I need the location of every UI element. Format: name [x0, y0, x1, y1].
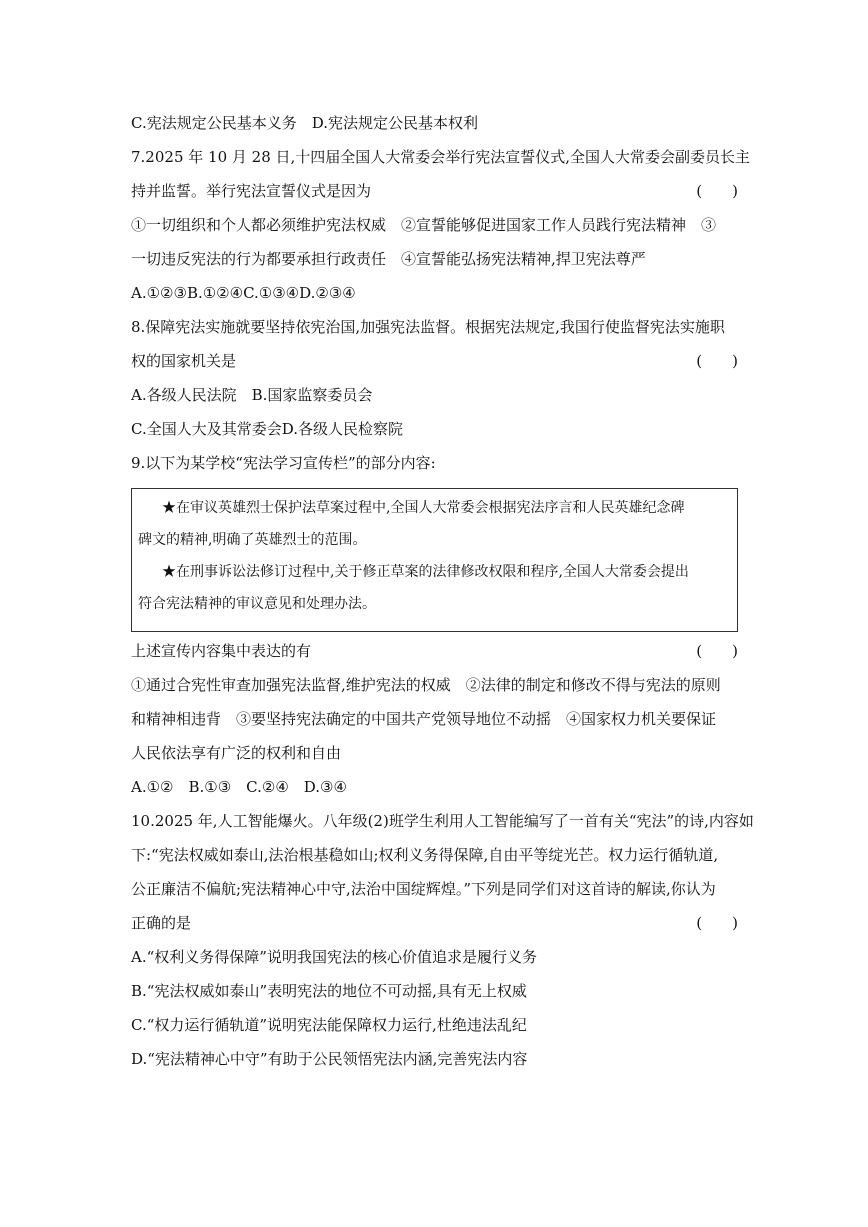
bulletin-text: ★在刑事诉讼法修订过程中,关于修正草案的法律修改权限和程序,全国人大常委会提出	[162, 564, 689, 580]
statement-text: ①通过合宪性审查加强宪法监督,维护宪法的权威 ②法律的制定和修改不得与宪法的原则	[131, 676, 721, 694]
q9-statements-line-3	[131, 742, 738, 776]
question-text: 上述宣传内容集中表达的有	[131, 642, 312, 660]
q10-stem-line-4	[131, 912, 738, 946]
q9-statements-line-1	[131, 674, 738, 708]
statement-text: 和精神相违背 ③要坚持宪法确定的中国共产党领导地位不动摇 ④国家权力机关要保证	[131, 710, 717, 728]
q9-options	[131, 776, 738, 810]
q10-option-d	[131, 1048, 738, 1082]
option-text: A.①②③B.①②④C.①③④D.②③④	[131, 284, 356, 302]
q10-option-a	[131, 946, 738, 980]
bulletin-item-1-line-2	[138, 529, 731, 561]
answer-paren: ( )	[696, 182, 738, 200]
question-text: 9.以下为某学校“宪法学习宣传栏”的部分内容:	[131, 454, 436, 472]
question-text: 持并监誓。举行宪法宣誓仪式是因为	[131, 182, 372, 200]
q7-stem-line-2	[131, 180, 738, 214]
option-text: C.“权力运行循轨道”说明宪法能保障权力运行,杜绝违法乱纪	[131, 1016, 527, 1034]
q10-stem-line-2	[131, 844, 738, 878]
answer-paren: ( )	[696, 914, 738, 932]
bulletin-item-2-line-1	[138, 561, 731, 593]
question-text: 正确的是	[131, 914, 192, 932]
statement-text: ①一切组织和个人都必须维护宪法权威 ②宣誓能够促进国家工作人员践行宪法精神 ③	[131, 216, 717, 234]
option-text: A.①② B.①③ C.②④ D.③④	[131, 778, 347, 796]
option-text: A.各级人民法院 B.国家监察委员会	[131, 386, 373, 404]
bulletin-text: 符合宪法精神的审议意见和处理办法。	[138, 596, 376, 612]
bulletin-text: 碑文的精神,明确了英雄烈士的范围。	[138, 532, 367, 548]
q8-options-ab	[131, 384, 738, 418]
q7-statements-line-2	[131, 248, 738, 282]
option-text: C.全国人大及其常委会D.各级人民检察院	[131, 420, 403, 438]
question-text: 7.2025 年 10 月 28 日,十四届全国人大常委会举行宪法宣誓仪式,全国人大常委会副委员长主	[131, 148, 751, 166]
answer-paren: ( )	[696, 352, 738, 370]
q9-stem-line-2	[131, 640, 738, 674]
question-text: 8.保障宪法实施就要坚持依宪治国,加强宪法监督。根据宪法规定,我国行使监督宪法实施职	[131, 318, 725, 336]
q10-stem-line-3	[131, 878, 738, 912]
q8-stem-line-2	[131, 350, 738, 384]
q9-statements-line-2	[131, 708, 738, 742]
q10-stem-line-1	[131, 810, 754, 844]
answer-paren: ( )	[696, 642, 738, 660]
bulletin-item-1-line-1	[138, 497, 731, 529]
option-text: A.“权利义务得保障”说明我国宪法的核心价值追求是履行义务	[131, 948, 537, 966]
q8-options-cd	[131, 418, 738, 452]
question-text: 10.2025 年,人工智能爆火。八年级(2)班学生利用人工智能编写了一首有关“宪法”的诗,内容如	[131, 812, 754, 830]
bulletin-board-box	[131, 488, 738, 632]
bulletin-item-2-line-2	[138, 593, 731, 625]
q10-option-c	[131, 1014, 738, 1048]
question-text: 权的国家机关是	[131, 352, 237, 370]
statement-text: 人民依法享有广泛的权利和自由	[131, 744, 342, 762]
q7-statements-line-1	[131, 214, 738, 248]
q8-stem-line-1	[131, 316, 738, 350]
q7-options	[131, 282, 738, 316]
statement-text: 一切违反宪法的行为都要承担行政责任 ④宣誓能弘扬宪法精神,捍卫宪法尊严	[131, 250, 646, 268]
option-text: C.宪法规定公民基本义务 D.宪法规定公民基本权利	[131, 114, 478, 132]
bulletin-text: ★在审议英雄烈士保护法草案过程中,全国人大常委会根据宪法序言和人民英雄纪念碑	[162, 500, 685, 516]
q7-stem-line-1	[131, 146, 751, 180]
q6-options-cd	[131, 112, 738, 146]
question-text: 下:“宪法权威如泰山,法治根基稳如山;权利义务得保障,自由平等绽光芒。权力运行循轨道,	[131, 846, 719, 864]
q10-option-b	[131, 980, 738, 1014]
question-text: 公正廉洁不偏航;宪法精神心中守,法治中国绽辉煌。”下列是同学们对这首诗的解读,你认为	[131, 880, 716, 898]
q9-stem-line-1	[131, 452, 738, 486]
exam-page	[131, 112, 754, 1082]
option-text: D.“宪法精神心中守”有助于公民领悟宪法内涵,完善宪法内容	[131, 1050, 528, 1068]
option-text: B.“宪法权威如泰山”表明宪法的地位不可动摇,具有无上权威	[131, 982, 527, 1000]
